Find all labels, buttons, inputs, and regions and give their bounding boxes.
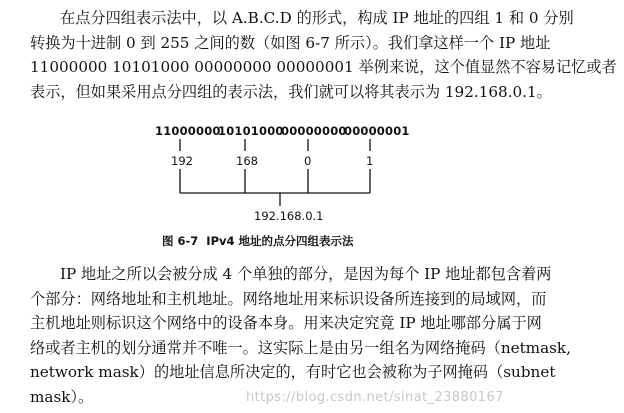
- text-line: 表示，但如果采用点分四组的表示法，我们就可以将其表示为 192.168.0.1。: [30, 82, 552, 101]
- figure-caption: [162, 233, 354, 249]
- caption-text: IPv4 地址的点分四组表示法: [206, 234, 354, 248]
- decimal-octet-4: 1: [366, 154, 374, 168]
- watermark: https://blog.csdn.net/sinat_23880167: [246, 390, 504, 405]
- dotted-quad-address: 192.168.0.1: [254, 209, 324, 223]
- text-line: mask）。: [30, 387, 94, 406]
- caption-number: 图 6-7: [162, 234, 199, 248]
- text-line: 11000000 10101000 00000000 00000001 举例来说，这个值显然不容易记忆或者: [30, 58, 617, 76]
- decimal-octet-3: 0: [304, 154, 312, 168]
- decimal-octet-1: 192: [171, 154, 193, 168]
- text-line: 个部分：网络地址和主机地址。网络地址用来标识设备所连接到的局域网，而: [30, 289, 547, 308]
- binary-octet-3: 00000000: [281, 124, 347, 138]
- binary-octet-4: 00000001: [344, 124, 410, 138]
- paragraph-explanation: [30, 262, 608, 409]
- text-line: 转换为十进制 0 到 255 之间的数（如图 6-7 所示）。我们拿这样一个 IP 地址: [30, 33, 551, 52]
- binary-octet-1: 11000000: [155, 124, 221, 138]
- decimal-octet-2: 168: [236, 154, 258, 168]
- text-line: 在点分四组表示法中，以 A.B.C.D 的形式，构成 IP 地址的四组 1 和 0 分别: [60, 9, 574, 27]
- text-line: 络或者主机的划分通常并不唯一。这实际上是由另一组名为网络掩码（netmask,: [30, 338, 571, 357]
- text-line: IP 地址之所以会被分成 4 个单独的部分，是因为每个 IP 地址都包含着两: [60, 265, 552, 283]
- text-line: 主机地址则标识这个网络中的设备本身。用来决定究竟 IP 地址哪部分属于网: [30, 314, 542, 332]
- text-line: network mask）的地址信息所决定的，有时它也会被称为子网掩码（subnet: [30, 363, 556, 381]
- binary-octet-2: 10101000: [218, 124, 284, 138]
